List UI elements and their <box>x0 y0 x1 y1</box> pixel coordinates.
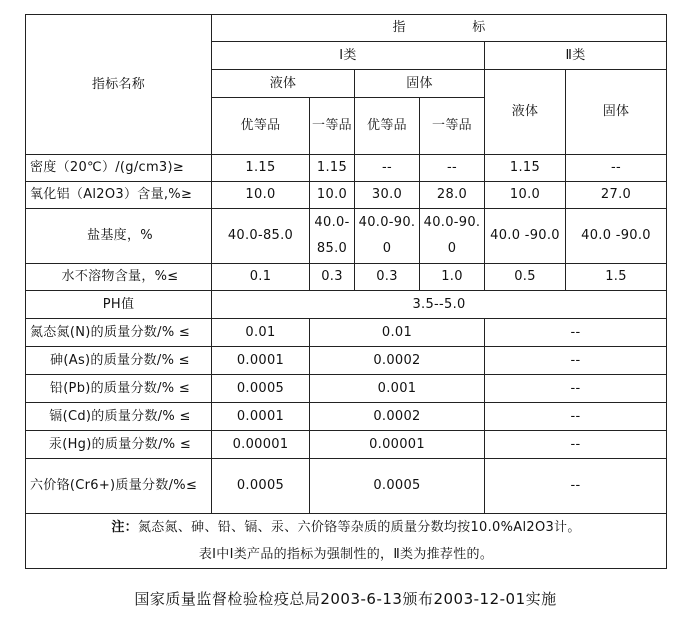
table-cell: -- <box>566 155 667 182</box>
table-cell: 10.0 <box>485 182 566 209</box>
table-cell: 28.0 <box>420 182 485 209</box>
table-cell: -- <box>485 347 667 375</box>
table-cell: 1.0 <box>420 264 485 291</box>
table-cell: 0.00001 <box>212 431 310 459</box>
table-row <box>26 459 667 514</box>
table-cell: 0.0005 <box>212 375 310 403</box>
table-cell: -- <box>420 155 485 182</box>
table-cell: -- <box>355 155 420 182</box>
row-label: 砷(As)的质量分数/% ≤ <box>26 347 212 375</box>
table-row <box>26 319 667 347</box>
table-cell: 10.0 <box>212 182 310 209</box>
header-liquid-superior: 优等品 <box>212 98 310 155</box>
table-cell: 30.0 <box>355 182 420 209</box>
table-cell: 0.00001 <box>310 431 485 459</box>
table-cell: 0.0002 <box>310 403 485 431</box>
issuance-footer: 国家质量监督检验检疫总局2003-6-13颁布2003-12-01实施 <box>134 590 557 608</box>
row-label: 密度（20℃）/(g/cm3)≥ <box>26 155 212 182</box>
row-label: 镉(Cd)的质量分数/% ≤ <box>26 403 212 431</box>
table-cell: 40.0 -90.0 <box>566 209 667 264</box>
note-label: 注： <box>111 520 138 535</box>
table-cell: 0.01 <box>310 319 485 347</box>
header-solid-superior: 优等品 <box>355 98 420 155</box>
table-cell: 0.01 <box>212 319 310 347</box>
table-row <box>26 155 667 182</box>
table-cell: 40.0-85.0 <box>212 209 310 264</box>
table-cell: 0.3 <box>355 264 420 291</box>
row-label: 水不溶物含量，%≤ <box>26 264 212 291</box>
table-cell: 0.0001 <box>212 347 310 375</box>
table-cell: -- <box>485 319 667 347</box>
table-cell: 0.001 <box>310 375 485 403</box>
table-row <box>26 375 667 403</box>
header-class1-liquid: 液体 <box>212 70 355 98</box>
note-text-1: 氮态氮、砷、铅、镉、汞、六价铬等杂质的质量分数均按10.0%Al2O3计。 <box>137 520 581 535</box>
table-cell: 40.0-90.0 <box>355 209 420 264</box>
table-cell: 3.5--5.0 <box>212 291 667 319</box>
table-cell: 0.0005 <box>310 459 485 514</box>
table-cell: 0.3 <box>310 264 355 291</box>
table-cell: 1.15 <box>212 155 310 182</box>
table-cell: 1.15 <box>310 155 355 182</box>
note-line-2: 表Ⅰ中Ⅰ类产品的指标为强制性的，Ⅱ类为推荐性的。 <box>198 547 494 562</box>
table-cell: 0.5 <box>485 264 566 291</box>
table-row <box>26 347 667 375</box>
header-class2-liquid: 液体 <box>485 70 566 155</box>
table-row <box>26 209 667 264</box>
notes-cell <box>26 514 667 569</box>
table-cell: 0.0005 <box>212 459 310 514</box>
header-solid-first-grade: 一等品 <box>420 98 485 155</box>
table-cell: 10.0 <box>310 182 355 209</box>
header-class-1: Ⅰ类 <box>212 42 485 70</box>
table-cell: 0.0001 <box>212 403 310 431</box>
row-label: 六价铬(Cr6+)质量分数/%≤ <box>26 459 212 514</box>
table-cell: 40.0 -90.0 <box>485 209 566 264</box>
table-row <box>26 291 667 319</box>
row-label: 盐基度，% <box>26 209 212 264</box>
standard-table-document <box>25 14 666 569</box>
table-cell: 1.15 <box>485 155 566 182</box>
notes-row <box>26 514 667 569</box>
table-cell: 0.0002 <box>310 347 485 375</box>
row-label: 汞(Hg)的质量分数/% ≤ <box>26 431 212 459</box>
table-cell: 40.0-85.0 <box>310 209 355 264</box>
header-liquid-first-grade: 一等品 <box>310 98 355 155</box>
table-row <box>26 182 667 209</box>
table-cell: 0.1 <box>212 264 310 291</box>
table-row <box>26 264 667 291</box>
table-cell: 27.0 <box>566 182 667 209</box>
header-class-2: Ⅱ类 <box>485 42 667 70</box>
table-cell: 1.5 <box>566 264 667 291</box>
table-cell: -- <box>485 375 667 403</box>
table-cell: -- <box>485 431 667 459</box>
row-label: 氧化铝（Al2O3）含量,%≥ <box>26 182 212 209</box>
table-cell: 40.0-90.0 <box>420 209 485 264</box>
table-cell: -- <box>485 459 667 514</box>
table-row <box>26 403 667 431</box>
header-class2-solid: 固体 <box>566 70 667 155</box>
row-label: PH值 <box>26 291 212 319</box>
table-cell: -- <box>485 403 667 431</box>
note-line-1 <box>27 514 665 541</box>
header-class1-solid: 固体 <box>355 70 485 98</box>
table-row <box>26 431 667 459</box>
row-label: 氮态氮(N)的质量分数/% ≤ <box>26 319 212 347</box>
row-label: 铅(Pb)的质量分数/% ≤ <box>26 375 212 403</box>
header-indicator: 指 标 <box>212 15 667 42</box>
indicator-table <box>25 14 667 569</box>
header-indicator-name: 指标名称 <box>26 15 212 155</box>
